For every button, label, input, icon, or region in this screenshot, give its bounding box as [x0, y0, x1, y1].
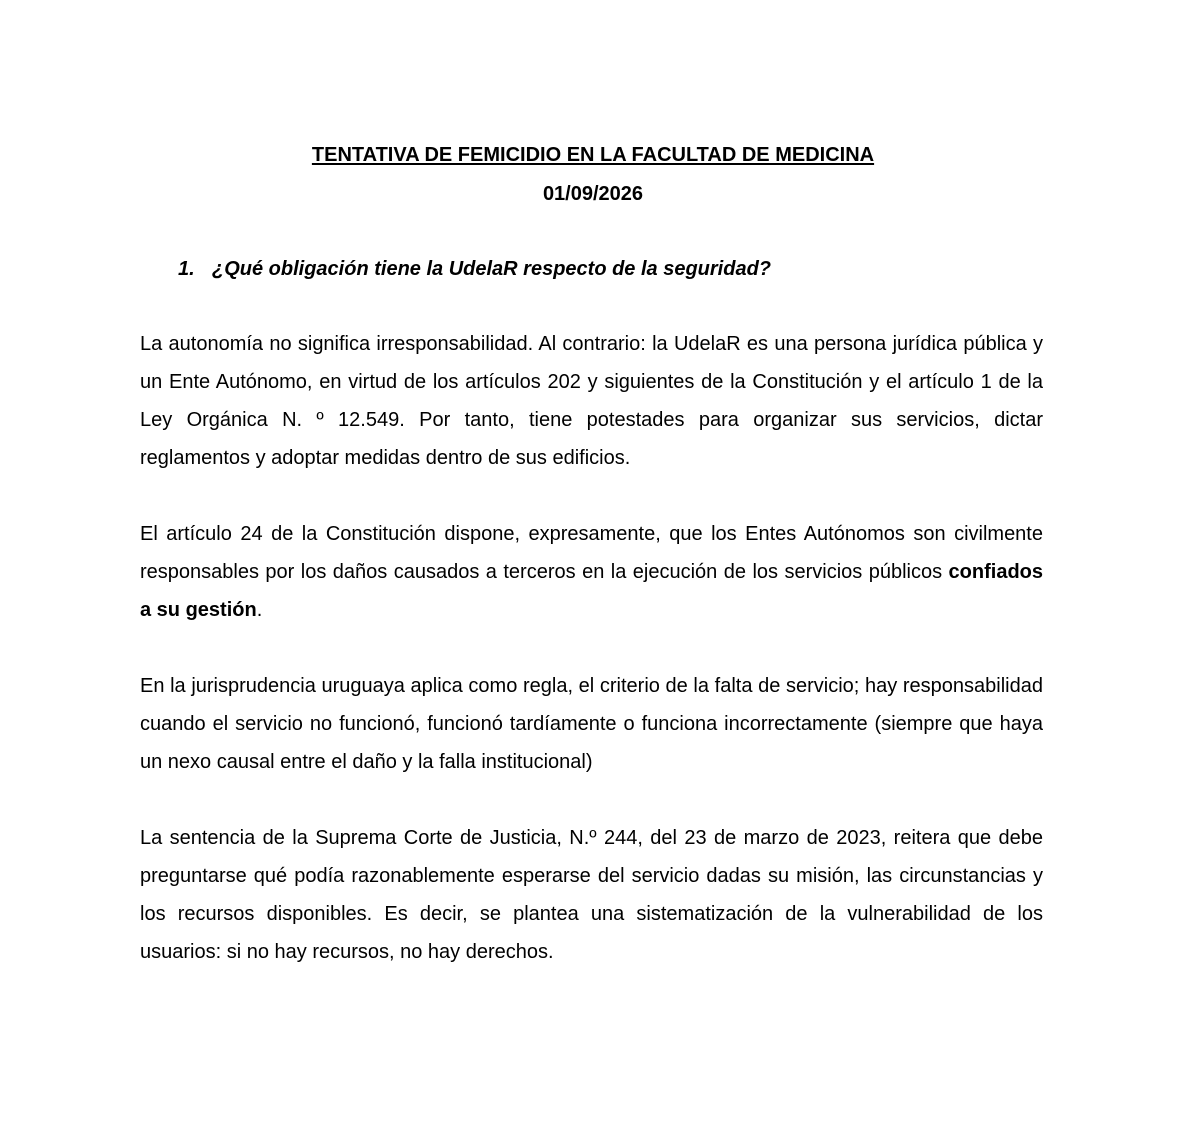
question-number: 1.	[178, 258, 195, 280]
document-title: TENTATIVA DE FEMICIDIO EN LA FACULTAD DE MEDICINA	[311, 144, 875, 166]
paragraph-articulo-24-end: .	[256, 599, 263, 621]
document-date: 01/09/2026	[542, 183, 644, 205]
question-heading	[178, 256, 1078, 282]
paragraph-sentencia: La sentencia de la Suprema Corte de Justicia, N.º 244, del 23 de marzo de 2023, reitera que debe preguntarse qué podía razonablemente esperarse del servicio dadas su misión, las circunstancias y los recursos disponibles. Es decir, se plantea una sistematización de la vulnerabilidad de los usuarios: si no hay recursos, no hay derechos.	[140, 827, 1043, 963]
paragraph-articulo-24-bold: confiados a su gestión	[140, 561, 1043, 621]
question-text: ¿Qué obligación tiene la UdelaR respecto de la seguridad?	[212, 258, 772, 280]
paragraph-articulo-24	[140, 515, 1043, 629]
paragraph-jurisprudencia: En la jurisprudencia uruguaya aplica como regla, el criterio de la falta de servicio; hay responsabilidad cuando el servicio no funcionó, funcionó tardíamente o funciona incorrectamente (siempre que haya un nexo causal entre el daño y la falla institucional)	[140, 675, 1043, 773]
paragraph-articulo-24-text: El artículo 24 de la Constitución dispone, expresamente, que los Entes Autónomos son civilmente responsables por los daños causados a terceros en la ejecución de los servicios públicos	[140, 523, 1043, 583]
paragraph-autonomia: La autonomía no significa irresponsabilidad. Al contrario: la UdelaR es una persona jurídica pública y un Ente Autónomo, en virtud de los artículos 202 y siguientes de la Constitución y el artículo 1 de la Ley Orgánica N. º 12.549. Por tanto, tiene potestades para organizar sus servicios, dictar reglamentos y adoptar medidas dentro de sus edificios.	[140, 333, 1043, 469]
